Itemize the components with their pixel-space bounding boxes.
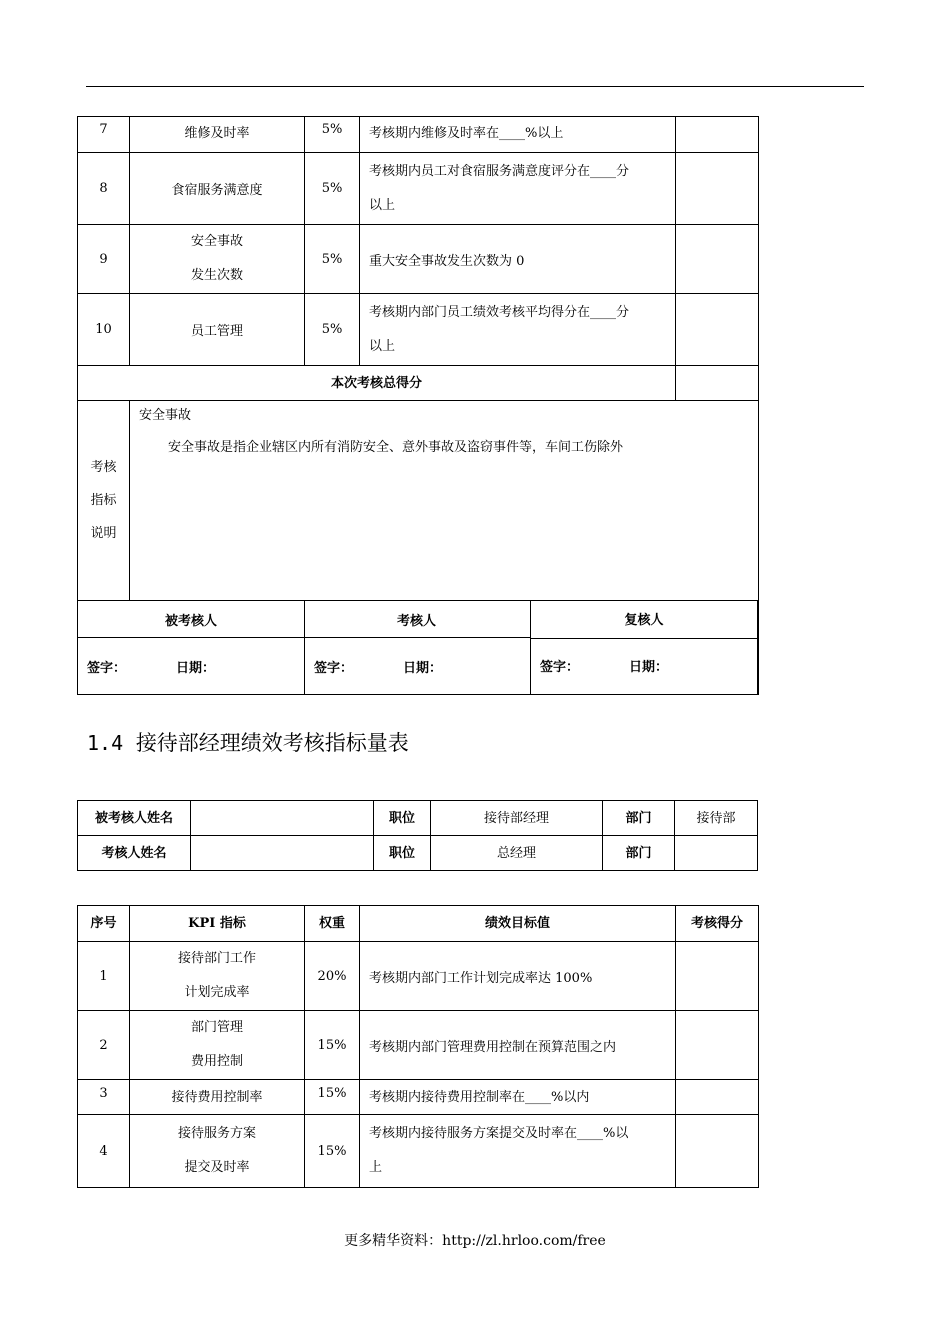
assessee-name-label: 被考核人姓名 <box>78 801 191 836</box>
assessor-dept[interactable] <box>675 836 758 871</box>
header-row <box>78 906 759 942</box>
reviewer-block <box>530 600 758 695</box>
assessor-position: 总经理 <box>431 836 603 871</box>
total-row <box>78 366 759 401</box>
score-cell[interactable] <box>676 1011 759 1080</box>
assessee-dept: 接待部 <box>675 801 758 836</box>
kpi-name: 部门管理 费用控制 <box>130 1011 305 1080</box>
assessee-sign-cell[interactable]: 签字： 日期： <box>78 638 305 695</box>
col-header-score: 考核得分 <box>676 906 759 942</box>
target-value: 考核期内员工对食宿服务满意度评分在____分 以上 <box>360 153 676 225</box>
assessor-header: 考核人 <box>305 601 676 638</box>
total-score-label: 本次考核总得分 <box>78 366 676 401</box>
section-number: 1.4 <box>87 731 124 755</box>
table-row <box>78 942 759 1011</box>
assessor-name-field[interactable] <box>191 836 374 871</box>
table-row <box>78 117 759 153</box>
note-body: 安全事故是指企业辖区内所有消防安全、意外事故及盗窃事件等，车间工伤除外 <box>168 440 624 455</box>
weight: 15% <box>305 1080 360 1115</box>
table-row <box>78 836 758 871</box>
table-row <box>78 153 759 225</box>
table-row <box>78 1115 759 1188</box>
note-row <box>78 401 759 601</box>
row-number: 8 <box>78 153 130 225</box>
dept-label: 部门 <box>603 801 675 836</box>
reviewer-sign-cell[interactable]: 签字： 日期： <box>540 660 669 675</box>
target-value: 考核期内部门员工绩效考核平均得分在____分 以上 <box>360 294 676 366</box>
table-row <box>78 801 758 836</box>
col-header-weight: 权重 <box>305 906 360 942</box>
weight: 15% <box>305 1115 360 1188</box>
kpi-name: 接待费用控制率 <box>130 1080 305 1115</box>
score-cell[interactable] <box>676 153 759 225</box>
table-row <box>78 1011 759 1080</box>
indicator-note-label: 考核 指标 说明 <box>78 401 130 601</box>
row-number: 1 <box>78 942 130 1011</box>
weight: 5% <box>305 294 360 366</box>
info-table <box>77 800 758 871</box>
table-row <box>78 225 759 294</box>
section-title: 接待部经理绩效考核指标量表 <box>135 731 409 755</box>
target-value: 考核期内维修及时率在____%以上 <box>360 117 676 153</box>
reviewer-header: 复核人 <box>624 613 664 628</box>
dept-label: 部门 <box>603 836 675 871</box>
note-title: 安全事故 <box>139 408 192 423</box>
footer-link[interactable]: 更多精华资料：http://zl.hrloo.com/free <box>344 1233 606 1249</box>
col-header-target: 绩效目标值 <box>360 906 676 942</box>
divider <box>531 638 757 639</box>
table-row <box>78 1080 759 1115</box>
row-number: 10 <box>78 294 130 366</box>
kpi-name: 员工管理 <box>130 294 305 366</box>
kpi-name: 安全事故 发生次数 <box>130 225 305 294</box>
divider <box>304 600 305 695</box>
weight: 15% <box>305 1011 360 1080</box>
assessor-sign-cell[interactable]: 签字： 日期： <box>305 638 676 695</box>
col-header-no: 序号 <box>78 906 130 942</box>
col-header-kpi: KPI 指标 <box>130 906 305 942</box>
target-value: 考核期内接待服务方案提交及时率在____%以 上 <box>360 1115 676 1188</box>
target-value: 重大安全事故发生次数为 0 <box>360 225 676 294</box>
position-label: 职位 <box>374 836 431 871</box>
target-value: 考核期内接待费用控制率在____%以内 <box>360 1080 676 1115</box>
row-number: 3 <box>78 1080 130 1115</box>
score-cell[interactable] <box>676 1080 759 1115</box>
section-heading <box>87 728 409 758</box>
target-value: 考核期内部门工作计划完成率达 100% <box>360 942 676 1011</box>
row-number: 4 <box>78 1115 130 1188</box>
weight: 5% <box>305 117 360 153</box>
score-cell[interactable] <box>676 1115 759 1188</box>
target-value: 考核期内部门管理费用控制在预算范围之内 <box>360 1011 676 1080</box>
assessor-name-label: 考核人姓名 <box>78 836 191 871</box>
row-number: 2 <box>78 1011 130 1080</box>
row-number: 9 <box>78 225 130 294</box>
score-cell[interactable] <box>676 942 759 1011</box>
score-cell[interactable] <box>676 117 759 153</box>
indicator-note-content <box>130 401 759 601</box>
score-cell[interactable] <box>676 294 759 366</box>
assessee-header: 被考核人 <box>78 601 305 638</box>
kpi-table <box>77 905 759 1188</box>
position-label: 职位 <box>374 801 431 836</box>
table-row <box>78 294 759 366</box>
weight: 5% <box>305 225 360 294</box>
weight: 20% <box>305 942 360 1011</box>
kpi-name: 维修及时率 <box>130 117 305 153</box>
assessee-name-field[interactable] <box>191 801 374 836</box>
header-rule <box>86 86 864 87</box>
kpi-name: 接待部门工作 计划完成率 <box>130 942 305 1011</box>
total-score-cell[interactable] <box>676 366 759 401</box>
score-cell[interactable] <box>676 225 759 294</box>
weight: 5% <box>305 153 360 225</box>
kpi-name: 接待服务方案 提交及时率 <box>130 1115 305 1188</box>
kpi-name: 食宿服务满意度 <box>130 153 305 225</box>
assessee-position: 接待部经理 <box>431 801 603 836</box>
row-number: 7 <box>78 117 130 153</box>
